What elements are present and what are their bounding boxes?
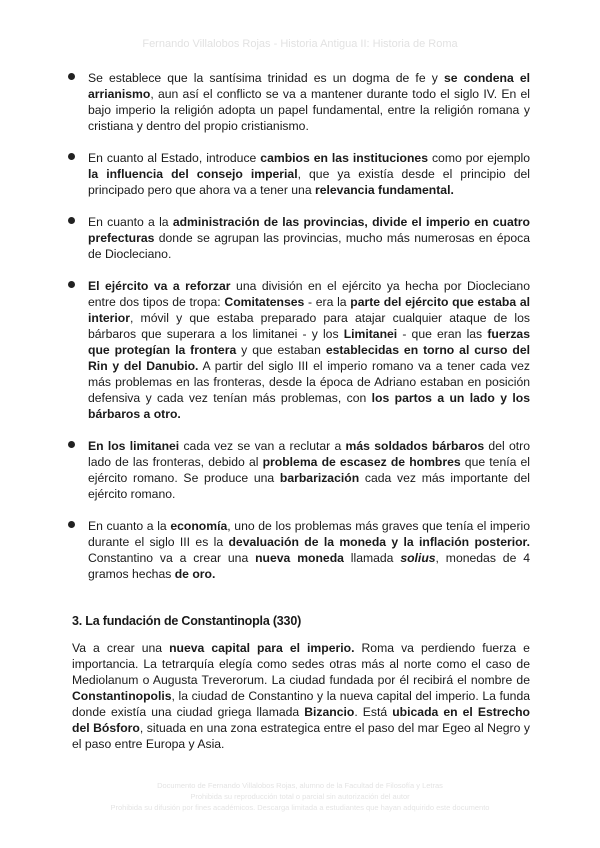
paragraph-text: . Está [354,705,393,719]
bold-text: de oro. [174,567,216,581]
bold-text: se condena el arrianismo [88,71,531,101]
bullet-text: , aun así el conflicto se va a mantener durante todo el siglo IV. En el bajo imperio la religión adopta un papel fundamental, entre la religión romana y cristiana y dentro del propio cristianismo. [88,87,530,133]
bold-text: más soldados bárbaros [345,439,485,453]
bullet-item [66,70,530,134]
bullet-text: , uno de los problemas más graves que tenía el imperio durante el siglo III es la [88,519,530,549]
body-paragraph [72,640,530,752]
bullet-item [66,278,530,422]
bold-text: ubicada en el Estrecho del Bósforo [72,705,530,735]
bullet-text: como por ejemplo [427,151,530,165]
bullet-dot-icon [68,73,75,80]
bold-text: parte del ejército que estaba al interior [88,295,530,325]
bold-text: economía [170,519,228,533]
bold-text: problema de escasez de hombres [262,455,461,469]
footer-line: Documento de Fernando Villalobos Rojas, alumno de la Facultad de Filosofía y Letras [157,781,443,790]
bold-text: El ejército va a reforzar [88,279,231,293]
bullet-text: En cuanto a la [88,215,173,229]
bold-text: Limitanei [343,327,398,341]
bullet-text: , móvil y que estaba preparado para atajar cualquier ataque de los bárbaros que superara a los limitanei - y los [88,311,530,341]
bullet-item [66,518,530,582]
bullet-dot-icon [68,153,75,160]
bold-text: cambios en las instituciones [260,151,428,165]
bullet-text: - que eran las [397,327,488,341]
bullet-item [66,214,530,262]
bullet-text: , monedas de 4 gramos hechas [88,551,530,581]
bold-text: la influencia del consejo imperial [88,167,298,181]
bold-italic-text: solius [400,551,436,565]
bullet-text: que tenía el ejército romano. Se produce una [88,455,531,485]
bullet-text: cada vez más importante del ejército romano. [88,471,530,501]
bold-text: los partos a un lado y los bárbaros a otro. [88,391,530,421]
bullet-text: Constantino va a crear una [88,551,256,565]
paragraph-text: , situada en una zona estrategica entre el paso del mar Egeo al Negro y el paso entre Europa y Asia. [72,721,530,751]
bold-text: fuerzas que protegían la frontera [88,327,530,357]
bullet-item [66,150,530,198]
section-title: 3. La fundación de Constantinopla (330) [72,614,302,628]
bold-text: En los limitanei [88,439,180,453]
bold-text: nueva capital para el imperio. [169,641,355,655]
bold-text: Constantinopolis [72,689,172,703]
footer-line: Prohibida su reproducción total o parcial sin autorización del autor [190,792,410,801]
bullet-text: del otro lado de las fronteras, debido al [88,439,530,469]
bold-text: Bizancio [304,705,355,719]
bullet-text: En cuanto a la [88,519,171,533]
footer-line: Prohibida su difusión por fines académicos. Descarga limitada a estudiantes que hayan adquirido este documento [110,803,490,812]
bullet-text: donde se agrupan las provincias, mucho más numerosas en época de Diocleciano. [88,231,530,261]
bullet-text: Se establece que la santísima trinidad es un dogma de fe y [88,71,444,85]
paragraph-text: , la ciudad de Constantino y la nueva capital del imperio. La funda donde existía una ciudad griega llamada [72,689,530,719]
paragraph-text: Va a crear una [72,641,170,655]
bold-text: relevancia fundamental. [315,183,454,197]
bullet-dot-icon [68,281,75,288]
bullet-dot-icon [68,521,75,528]
bullet-text: - era la [304,295,351,309]
bold-text: establecidas en torno al curso del Rin y del Danubio. [88,343,531,373]
bullet-text: y que estaban [236,343,326,357]
bold-text: barbarización [279,471,360,485]
page-header: Fernando Villalobos Rojas - Historia Antigua II: Historia de Roma [142,38,458,50]
page-footer [0,780,600,813]
bullet-list [66,70,530,598]
bold-text: devaluación de la moneda y la inflación posterior. [228,535,531,549]
bullet-text: En cuanto al Estado, introduce [88,151,261,165]
bold-text: nueva moneda [255,551,344,565]
bullet-text: A partir del siglo III el imperio romano va a tener cada vez más problemas en las fronteras, desde la época de Adriano estaban en posición defensiva y cada vez tenían más problemas, con [88,359,531,405]
bullet-dot-icon [68,441,75,448]
bold-text: administración de las provincias, divide el imperio en cuatro prefecturas [88,215,530,245]
bullet-item [66,438,530,502]
paragraph-text: Roma va perdiendo fuerza e importancia. La tetrarquía elegía como sedes otras más al norte como el caso de Mediolanum o Augusta Treverorum. La ciudad fundada por él recibirá el nombre de [72,641,530,687]
bullet-text: llamada [343,551,401,565]
bullet-text: cada vez se van a reclutar a [179,439,346,453]
bullet-text: , que ya existía desde el principio del principado pero que ahora va a tener una [88,167,530,197]
bullet-text: una división en el ejército ya hecha por Diocleciano entre dos tipos de tropa: [88,279,530,309]
bullet-dot-icon [68,217,75,224]
bold-text: Comitatenses [224,295,305,309]
